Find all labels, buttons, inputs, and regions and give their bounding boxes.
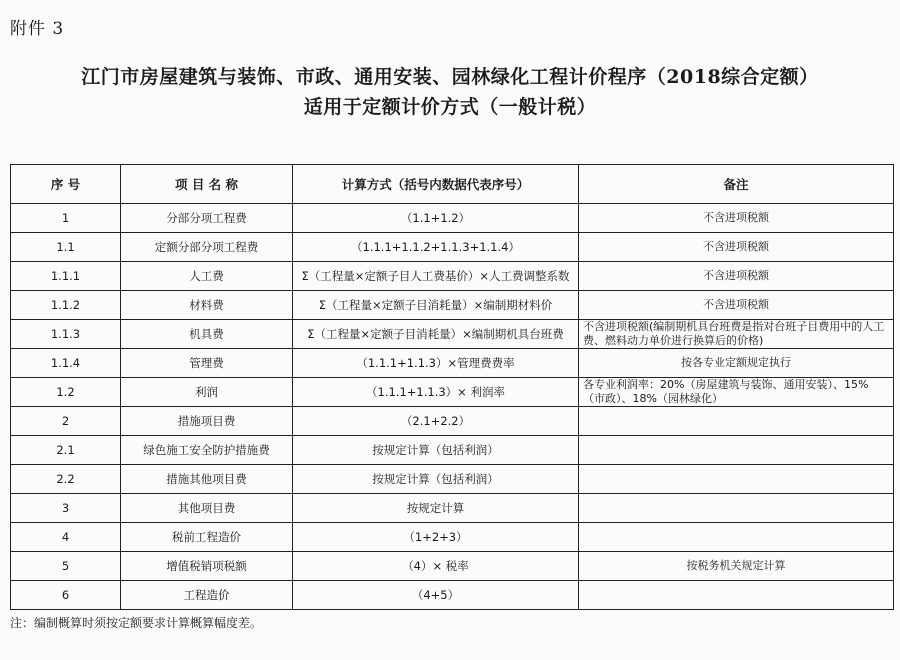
cell-item-name: 增值税销项税额 — [121, 552, 293, 581]
table-row — [11, 465, 894, 494]
cell-note: 不含进项税额 — [579, 204, 894, 233]
cell-formula: 按规定计算（包括利润） — [293, 436, 579, 465]
header-formula: 计算方式（括号内数据代表序号） — [293, 165, 579, 204]
table-header-row — [11, 165, 894, 204]
cell-no: 6 — [11, 581, 121, 610]
table-row — [11, 291, 894, 320]
table-row — [11, 494, 894, 523]
cell-no: 1 — [11, 204, 121, 233]
cell-note — [579, 407, 894, 436]
cell-formula: 按规定计算 — [293, 494, 579, 523]
cell-note: 不含进项税额 — [579, 291, 894, 320]
cell-note: 各专业利润率：20%（房屋建筑与装饰、通用安装）、15%（市政）、18%（园林绿化） — [579, 378, 894, 407]
cell-formula: （1.1.1+1.1.3）×管理费费率 — [293, 349, 579, 378]
cell-item-name: 其他项目费 — [121, 494, 293, 523]
document-subtitle: 适用于定额计价方式（一般计税） — [303, 96, 597, 118]
cell-note: 按税务机关规定计算 — [579, 552, 894, 581]
cell-no: 2.1 — [11, 436, 121, 465]
cell-note: 不含进项税额(编制期机具台班费是指对台班子目费用中的人工费、燃料动力单价进行换算后的价格) — [579, 320, 894, 349]
cell-no: 1.1.1 — [11, 262, 121, 291]
cell-item-name: 管理费 — [121, 349, 293, 378]
cell-no: 1.1.4 — [11, 349, 121, 378]
table-row — [11, 436, 894, 465]
cell-item-name: 绿色施工安全防护措施费 — [121, 436, 293, 465]
cell-no: 2 — [11, 407, 121, 436]
cell-item-name: 工程造价 — [121, 581, 293, 610]
cell-formula: （2.1+2.2） — [293, 407, 579, 436]
cell-formula: Σ（工程量×定额子目消耗量）×编制期材料价 — [293, 291, 579, 320]
cell-note: 不含进项税额 — [579, 262, 894, 291]
header-note: 备注 — [579, 165, 894, 204]
cell-note — [579, 436, 894, 465]
cell-formula: （4）× 税率 — [293, 552, 579, 581]
cell-no: 1.1.2 — [11, 291, 121, 320]
cell-formula: （4+5） — [293, 581, 579, 610]
cell-formula: （1.1.1+1.1.2+1.1.3+1.1.4） — [293, 233, 579, 262]
cell-formula: （1.1+1.2） — [293, 204, 579, 233]
cell-no: 1.1.3 — [11, 320, 121, 349]
cell-note: 按各专业定额规定执行 — [579, 349, 894, 378]
table-row — [11, 349, 894, 378]
cell-formula: （1+2+3） — [293, 523, 579, 552]
cell-item-name: 措施项目费 — [121, 407, 293, 436]
table-row — [11, 262, 894, 291]
cell-item-name: 机具费 — [121, 320, 293, 349]
cell-note — [579, 581, 894, 610]
cell-no: 5 — [11, 552, 121, 581]
table-row — [11, 233, 894, 262]
cell-item-name: 分部分项工程费 — [121, 204, 293, 233]
table-row — [11, 378, 894, 407]
table-row — [11, 407, 894, 436]
cell-item-name: 措施其他项目费 — [121, 465, 293, 494]
cell-no: 1.2 — [11, 378, 121, 407]
table-row — [11, 552, 894, 581]
pricing-procedure-table — [10, 164, 894, 610]
cell-no: 4 — [11, 523, 121, 552]
cell-no: 3 — [11, 494, 121, 523]
cell-item-name: 税前工程造价 — [121, 523, 293, 552]
cell-item-name: 利润 — [121, 378, 293, 407]
footnote: 注：编制概算时须按定额要求计算概算幅度差。 — [10, 616, 263, 630]
cell-no: 2.2 — [11, 465, 121, 494]
attachment-label: 附件 3 — [10, 19, 65, 39]
cell-formula: Σ（工程量×定额子目消耗量）×编制期机具台班费 — [293, 320, 579, 349]
table-row — [11, 320, 894, 349]
cell-note — [579, 465, 894, 494]
header-no: 序 号 — [11, 165, 121, 204]
cell-note — [579, 523, 894, 552]
cell-no: 1.1 — [11, 233, 121, 262]
cell-formula: （1.1.1+1.1.3）× 利润率 — [293, 378, 579, 407]
table-row — [11, 204, 894, 233]
cell-item-name: 材料费 — [121, 291, 293, 320]
table-row — [11, 581, 894, 610]
header-item-name: 项 目 名 称 — [121, 165, 293, 204]
document-title: 江门市房屋建筑与装饰、市政、通用安装、园林绿化工程计价程序（2018综合定额） — [81, 66, 819, 88]
cell-item-name: 定额分部分项工程费 — [121, 233, 293, 262]
cell-note — [579, 494, 894, 523]
cell-formula: 按规定计算（包括利润） — [293, 465, 579, 494]
table-row — [11, 523, 894, 552]
cell-note: 不含进项税额 — [579, 233, 894, 262]
cell-formula: Σ（工程量×定额子目人工费基价）×人工费调整系数 — [293, 262, 579, 291]
cell-item-name: 人工费 — [121, 262, 293, 291]
